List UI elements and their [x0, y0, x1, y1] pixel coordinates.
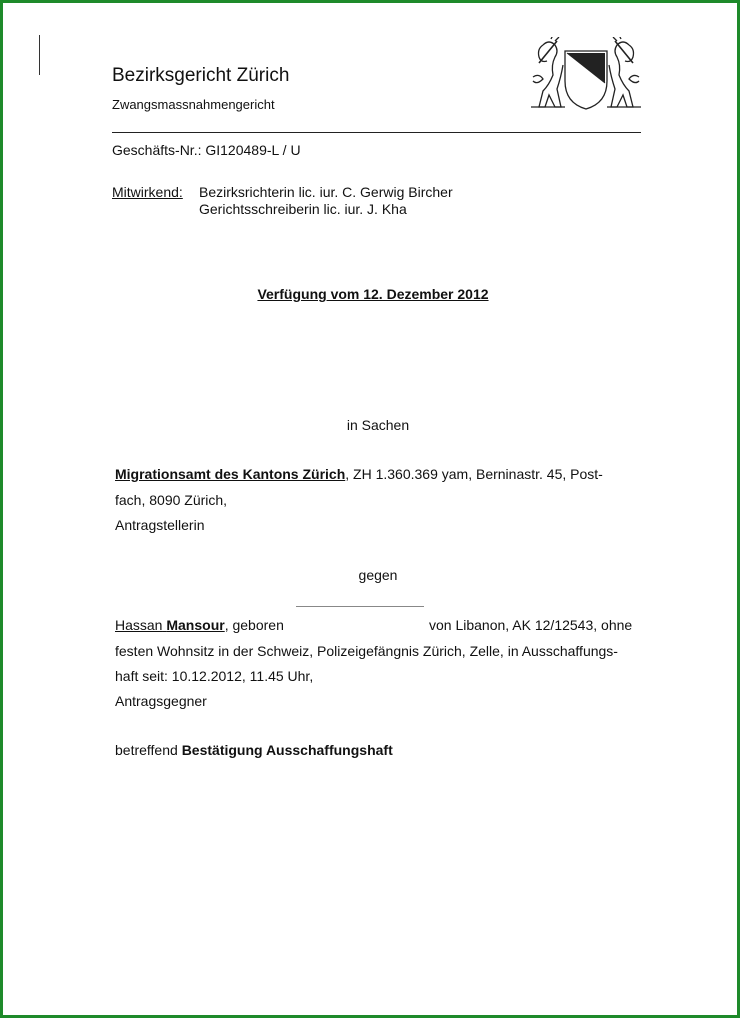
versus-label: gegen	[358, 567, 398, 583]
case-number: Geschäfts-Nr.: GI120489-L / U	[112, 142, 301, 158]
participant-judge: Bezirksrichterin lic. iur. C. Gerwig Bircher	[199, 184, 453, 200]
respondent-last-name: Mansour	[166, 617, 225, 633]
header-divider	[112, 132, 641, 133]
respondent-born: , geboren	[224, 617, 284, 633]
subject-line	[115, 742, 393, 758]
document-title: Verfügung vom 12. Dezember 2012	[257, 286, 489, 302]
respondent-line-2: festen Wohnsitz in der Schweiz, Polizeigefängnis Zürich, Zelle, in Ausschaffungs-	[115, 643, 618, 659]
respondent-first-name: Hassan	[115, 617, 163, 633]
participant-clerk: Gerichtsschreiberin lic. iur. J. Kha	[199, 201, 407, 217]
margin-mark	[39, 35, 40, 75]
redaction-line	[296, 606, 424, 607]
subject-prefix: betreffend	[115, 742, 178, 758]
applicant-details: , ZH 1.360.369 yam, Berninastr. 45, Post-	[345, 466, 603, 482]
respondent-origin: von Libanon, AK 12/12543, ohne	[429, 617, 633, 633]
applicant-line-1	[115, 466, 603, 482]
applicant-name: Migrationsamt des Kantons Zürich	[115, 466, 346, 482]
respondent-line-3: haft seit: 10.12.2012, 11.45 Uhr,	[115, 668, 314, 684]
applicant-role: Antragstellerin	[115, 517, 205, 533]
respondent-line-1	[115, 617, 284, 633]
respondent-role: Antragsgegner	[115, 693, 207, 709]
court-name: Bezirksgericht Zürich	[112, 65, 290, 86]
subject-text: Bestätigung Ausschaffungshaft	[181, 742, 393, 758]
coat-of-arms-icon	[529, 37, 643, 111]
applicant-line-2: fach, 8090 Zürich,	[115, 492, 228, 508]
in-matter-label: in Sachen	[346, 417, 410, 433]
participants-label: Mitwirkend:	[112, 184, 183, 200]
court-division: Zwangsmassnahmengericht	[112, 97, 275, 112]
